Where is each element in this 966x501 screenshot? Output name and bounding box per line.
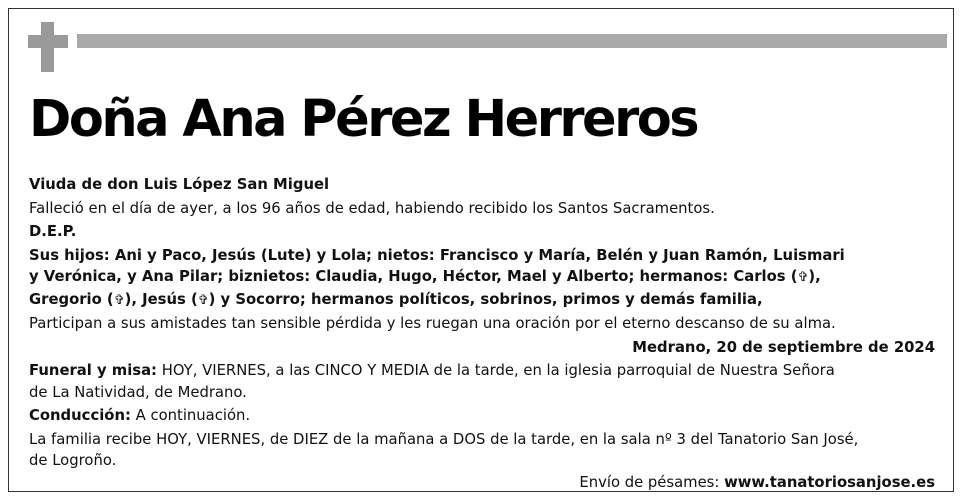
funeral-label: Funeral y misa:: [29, 362, 157, 379]
condolences-label: Envío de pésames:: [579, 473, 725, 491]
cross-icon: ✞: [113, 292, 125, 308]
place-date: Medrano, 20 de septiembre de 2024: [632, 338, 935, 356]
cross-icon: ✞: [797, 270, 809, 285]
funeral-text: de La Natividad, de Medrano.: [29, 383, 247, 401]
header-bar: [77, 34, 947, 48]
dep-line: D.E.P.: [29, 223, 77, 240]
funeral-text: HOY, VIERNES, a las CINCO Y MEDIA de la tarde, en la iglesia parroquial de Nuestra Señora: [156, 362, 835, 379]
cross-icon: ✞: [197, 292, 209, 308]
condolences-link[interactable]: www.tanatoriosanjose.es: [724, 473, 935, 491]
conduction-label: Conducción:: [29, 407, 131, 424]
reception-text: La familia recibe HOY, VIERNES, de DIEZ de la mañana a DOS de la tarde, en la sala nº 3 del Tanatorio San José,: [29, 430, 859, 448]
funeral-info: [29, 360, 935, 403]
reception-info: [29, 429, 935, 472]
family-paragraph: [29, 245, 935, 312]
family-text: ), Jesús (: [124, 290, 198, 308]
widow-line: Viuda de don Luis López San Miguel: [29, 176, 330, 193]
family-text: y Verónica, y Ana Pilar; biznietos: Claudia, Hugo, Héctor, Mael y Alberto; hermanos: Carlos (: [29, 268, 798, 285]
reception-text: de Logroño.: [29, 452, 117, 469]
family-text: ) y Socorro; hermanos políticos, sobrinos, primos y demás familia,: [208, 290, 763, 308]
family-text: ),: [808, 268, 821, 285]
deceased-name: Doña Ana Pérez Herreros: [29, 90, 698, 149]
obituary-body: [29, 174, 935, 493]
cross-icon: [28, 22, 68, 72]
condolences-line: [29, 472, 935, 494]
invite-line: Participan a sus amistades tan sensible pérdida y les ruegan una oración por el eterno descanso de su alma.: [29, 315, 836, 332]
family-text: Sus hijos: Ani y Paco, Jesús (Lute) y Lola; nietos: Francisco y María, Belén y Juan Ramón, Luismari: [29, 246, 845, 264]
conduction-text: A continuación.: [130, 407, 251, 424]
conduction-info: [29, 405, 935, 427]
family-text: Gregorio (: [29, 290, 114, 308]
death-line: Falleció en el día de ayer, a los 96 años de edad, habiendo recibido los Santos Sacramentos.: [29, 199, 715, 217]
